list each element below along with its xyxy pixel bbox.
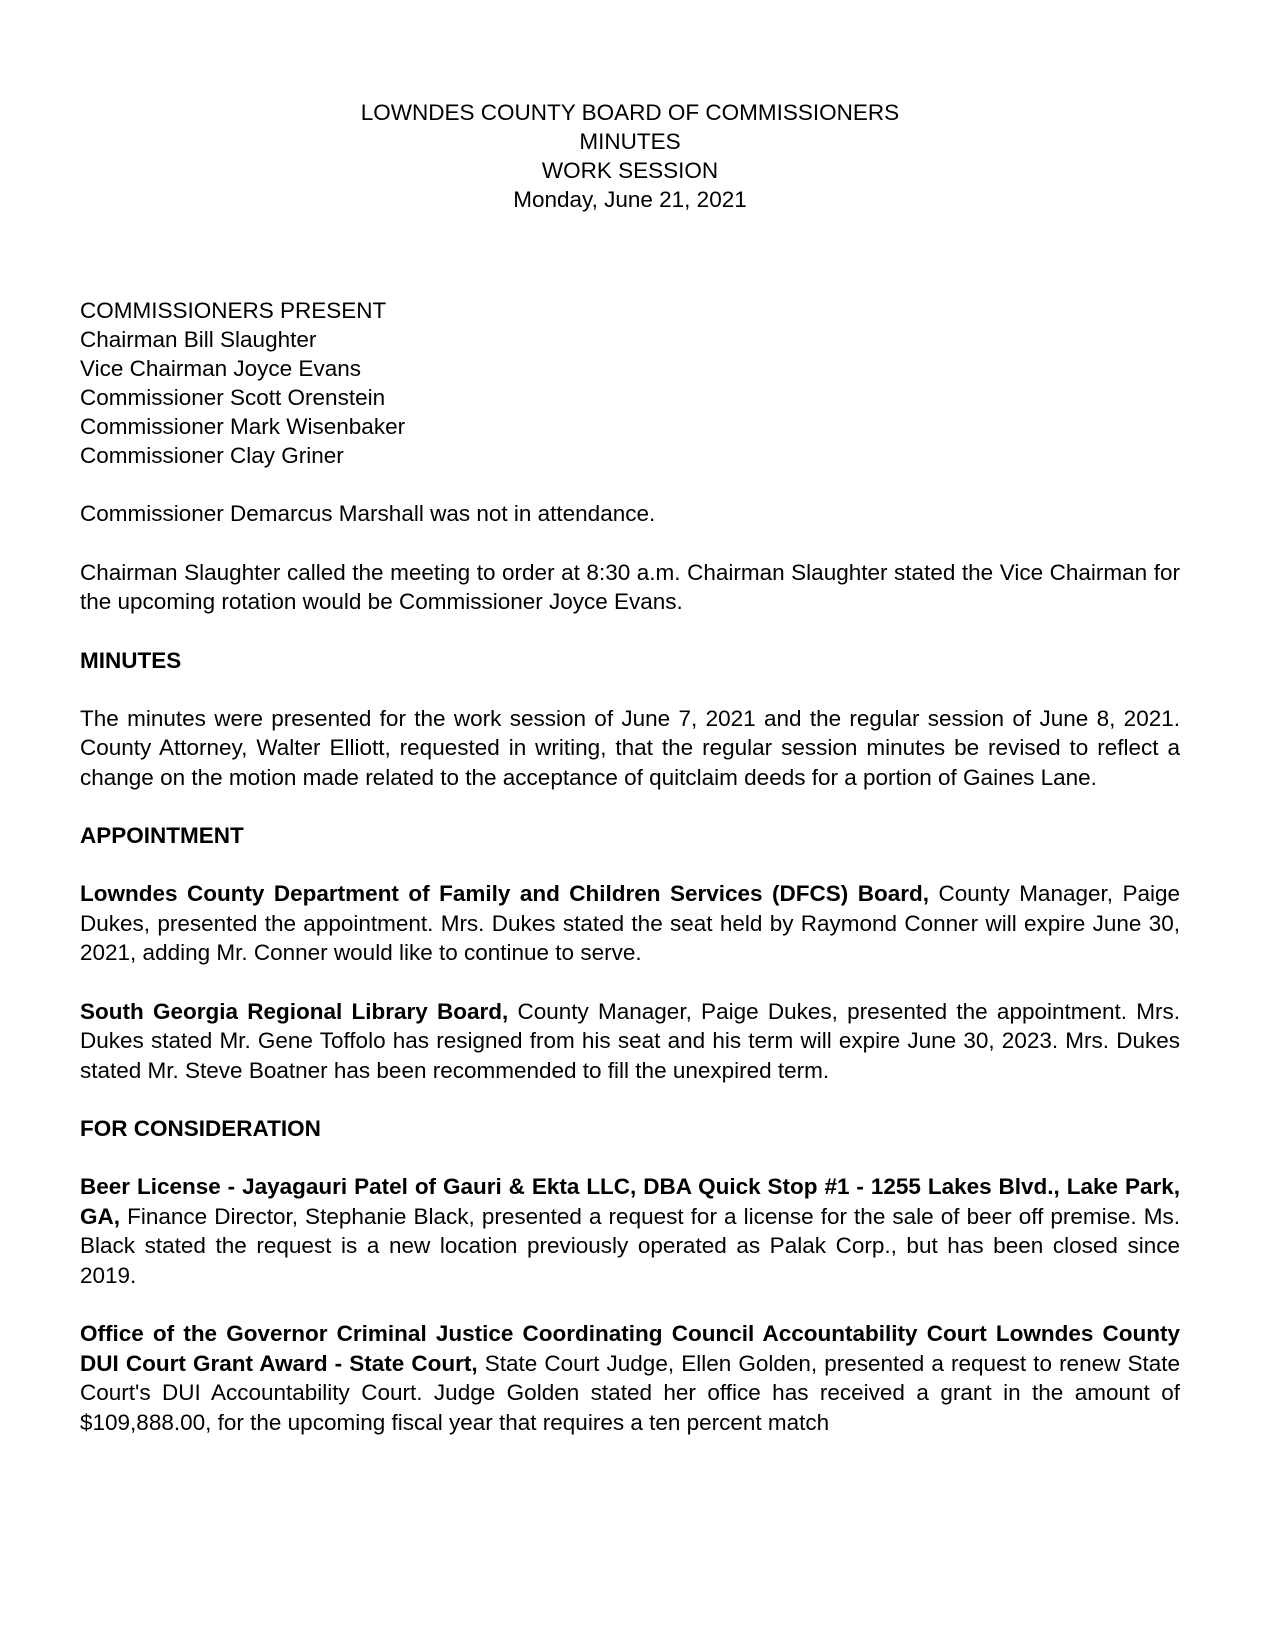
- spacer: [80, 470, 1180, 499]
- title-line-organization: LOWNDES COUNTY BOARD OF COMMISSIONERS: [360, 100, 900, 125]
- title-line-session-type: WORK SESSION: [541, 158, 719, 183]
- commissioner-entry: Vice Chairman Joyce Evans: [80, 356, 361, 381]
- appointment-item-library: [80, 997, 1180, 1086]
- commissioners-present-heading: COMMISSIONERS PRESENT: [80, 298, 387, 323]
- absence-note: Commissioner Demarcus Marshall was not in attendance.: [80, 501, 656, 526]
- consideration-item-dui-court-grant-body: State Court Judge, Ellen Golden, presented a request to renew State Court's DUI Accountability Court. Judge Golden stated her office has received a grant in the amount of $109,888.00, for the upcoming fiscal year that requires a ten percent match: [80, 1350, 1180, 1435]
- spacer: [80, 1290, 1180, 1319]
- appointment-item-dfcs: [80, 879, 1180, 968]
- consideration-item-dui-court-grant-lead: Office of the Governor Criminal Justice Coordinating Council Accountability Court Lowndes County DUI Court Grant Award - State Court,: [80, 1321, 1180, 1376]
- spacer: [80, 1085, 1180, 1114]
- title-line-minutes: MINUTES: [579, 129, 681, 154]
- spacer: [80, 529, 1180, 558]
- spacer: [80, 1143, 1180, 1172]
- section-heading-appointment: APPOINTMENT: [80, 823, 244, 848]
- consideration-item-beer-license-body: Finance Director, Stephanie Black, presented a request for a license for the sale of beer off premise. Ms. Black stated the request is a new location previously operated as Palak Corp., but has been closed since 2019.: [80, 1203, 1180, 1288]
- commissioner-entry: Commissioner Mark Wisenbaker: [80, 414, 406, 439]
- spacer: [80, 617, 1180, 646]
- consideration-item-beer-license: [80, 1172, 1180, 1290]
- call-to-order-paragraph: Chairman Slaughter called the meeting to order at 8:30 a.m. Chairman Slaughter stated the Vice Chairman for the upcoming rotation would be Commissioner Joyce Evans.: [80, 559, 1180, 614]
- header-spacer: [80, 214, 1180, 296]
- document-body: [80, 0, 1180, 1437]
- spacer: [80, 850, 1180, 879]
- spacer: [80, 792, 1180, 821]
- commissioners-present-block: [80, 296, 1180, 470]
- document-title-block: [80, 98, 1180, 214]
- consideration-item-beer-license-lead: Beer License - Jayagauri Patel of Gauri & Ekta LLC, DBA Quick Stop #1 - 1255 Lakes Blvd., Lake Park, GA,: [80, 1174, 1180, 1229]
- minutes-paragraph: The minutes were presented for the work session of June 7, 2021 and the regular session of June 8, 2021. County Attorney, Walter Elliott, requested in writing, that the regular session minutes be revised to reflect a change on the motion made related to the acceptance of quitclaim deeds for a portion of Gaines Lane.: [80, 705, 1180, 790]
- commissioner-entry: Commissioner Scott Orenstein: [80, 385, 386, 410]
- title-line-date: Monday, June 21, 2021: [513, 187, 747, 212]
- appointment-item-dfcs-lead: Lowndes County Department of Family and Children Services (DFCS) Board,: [80, 881, 929, 906]
- appointment-item-library-body: County Manager, Paige Dukes, presented the appointment. Mrs. Dukes stated Mr. Gene Toffolo has resigned from his seat and his term will expire June 30, 2023. Mrs. Dukes stated Mr. Steve Boatner has been recommended to fill the unexpired term.: [80, 998, 1180, 1083]
- spacer: [80, 968, 1180, 997]
- commissioner-entry: Chairman Bill Slaughter: [80, 327, 317, 352]
- commissioner-entry: Commissioner Clay Griner: [80, 443, 344, 468]
- section-heading-for-consideration: FOR CONSIDERATION: [80, 1116, 321, 1141]
- spacer: [80, 675, 1180, 704]
- appointment-item-library-lead: South Georgia Regional Library Board,: [80, 998, 509, 1024]
- appointment-item-dfcs-body: County Manager, Paige Dukes, presented the appointment. Mrs. Dukes stated the seat held by Raymond Conner will expire June 30, 2021, adding Mr. Conner would like to continue to serve.: [80, 881, 1181, 965]
- section-heading-minutes: MINUTES: [80, 647, 182, 673]
- consideration-item-dui-court-grant: [80, 1319, 1180, 1437]
